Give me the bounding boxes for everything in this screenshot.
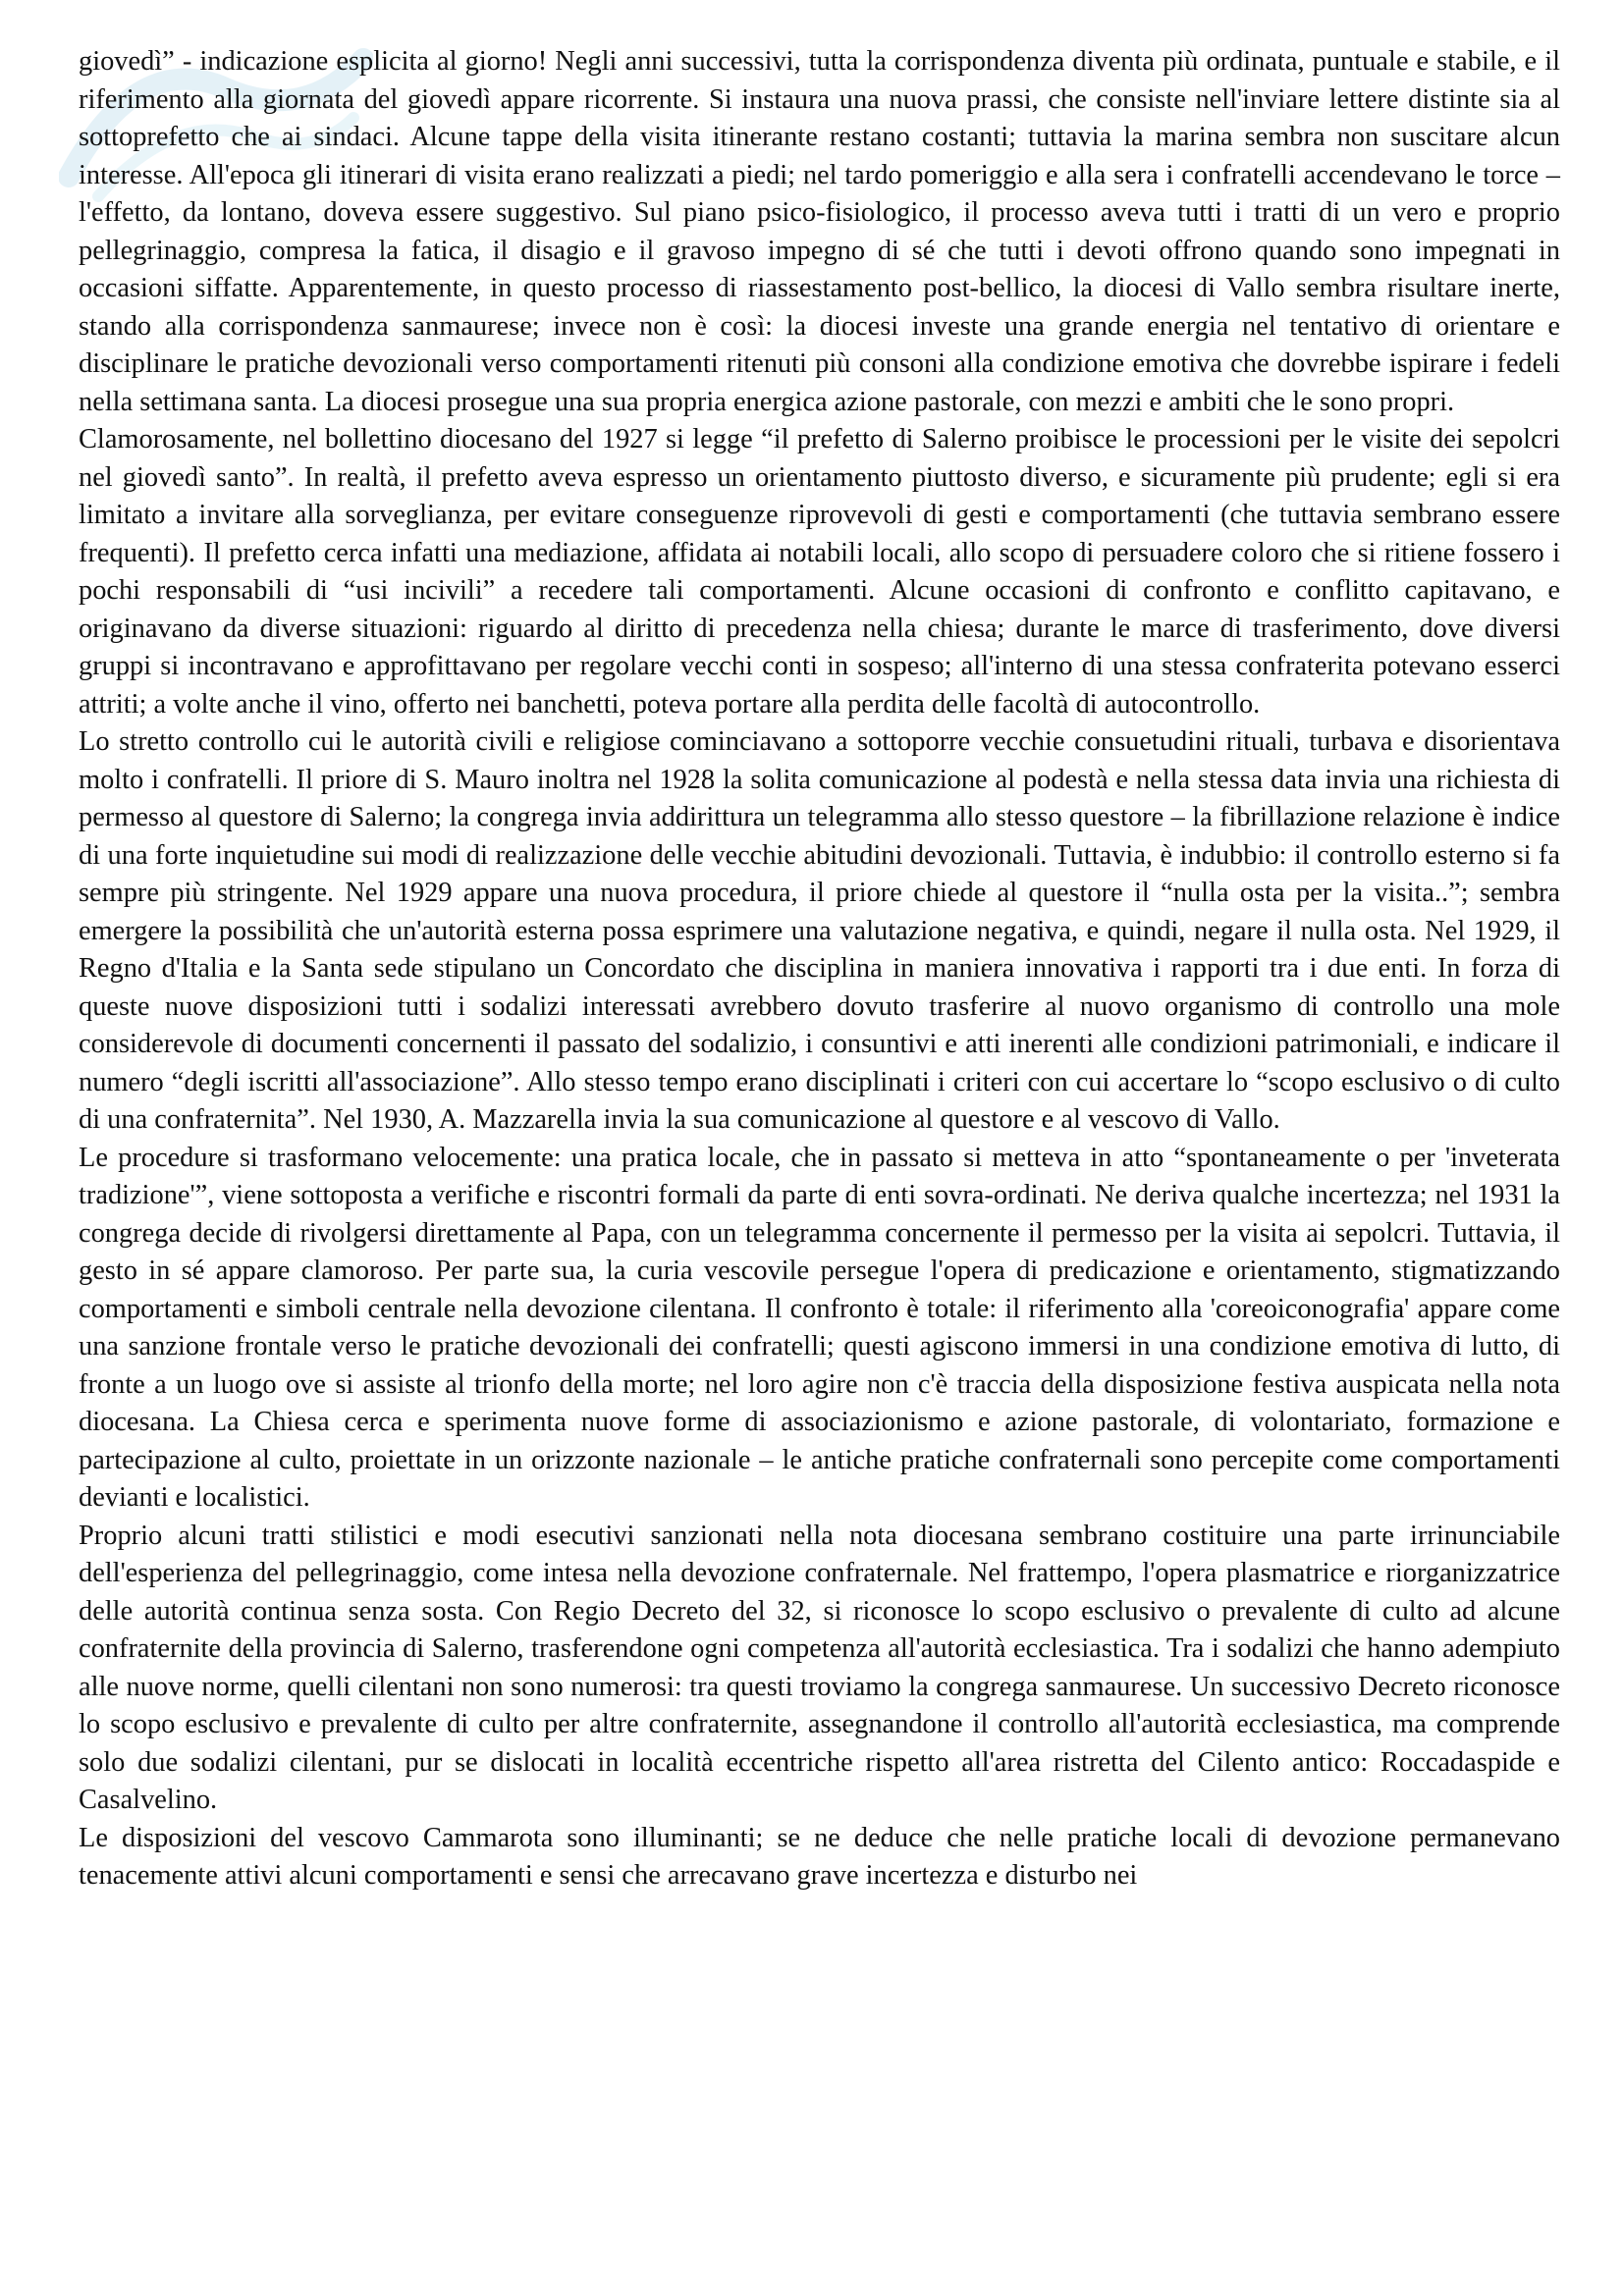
paragraph-5: Proprio alcuni tratti stilistici e modi esecutivi sanzionati nella nota diocesana sembrano costituire una parte irrinunciabile dell'esperienza del pellegrinaggio, come intesa nella devozione confraternale. Nel frattempo, l'opera plasmatrice e riorganizzatrice delle autorità continua senza sosta. Con Regio Decreto del 32, si riconosce lo scopo esclusivo o prevalente di culto ad alcune confraternite della provincia di Salerno, trasferendone ogni competenza all'autorità ecclesiastica. Tra i sodalizi che hanno adempiuto alle nuove norme, quelli cilentani non sono numerosi: tra questi troviamo la congrega sanmaurese. Un successivo Decreto riconosce lo scopo esclusivo e prevalente di culto per altre confraternite, assegnandone il controllo all'autorità ecclesiastica, ma comprende solo due sodalizi cilentani, pur se dislocati in località eccentriche rispetto all'area ristretta del Cilento antico: Roccadaspide e Casalvelino. <box>79 1520 1560 1815</box>
paragraph-4: Le procedure si trasformano velocemente: una pratica locale, che in passato si metteva in atto “spontaneamente o per 'inveterata tradizione'”, viene sottoposta a verifiche e riscontri formali da parte di enti sovra-ordinati. Ne deriva qualche incertezza; nel 1931 la congrega decide di rivolgersi direttamente al Papa, con un telegramma concernente il permesso per la visita ai sepolcri. Tuttavia, il gesto in sé appare clamoroso. Per parte sua, la curia vescovile persegue l'opera di predicazione e orientamento, stigmatizzando comportamenti e simboli centrale nella devozione cilentana. Il confronto è totale: il riferimento alla 'coreoiconografia' appare come una sanzione frontale verso le pratiche devozionali dei confratelli; questi agiscono immersi in una condizione emotiva di lutto, di fronte a un luogo ove si assiste al trionfo della morte; nel loro agire non c'è traccia della disposizione festiva auspicata nella nota diocesana. La Chiesa cerca e sperimenta nuove forme di associazionismo e azione pastorale, di volontariato, formazione e partecipazione al culto, proiettate in un orizzonte nazionale – le antiche pratiche confraternali sono percepite come comportamenti devianti e localistici. <box>79 1142 1560 1513</box>
paragraph-3: Lo stretto controllo cui le autorità civili e religiose cominciavano a sottoporre vecchie consuetudini rituali, turbava e disorientava molto i confratelli. Il priore di S. Mauro inoltra nel 1928 la solita comunicazione al podestà e nella stessa data invia una richiesta di permesso al questore di Salerno; la congrega invia addirittura un telegramma allo stesso questore – la fibrillazione relazione è indice di una forte inquietudine sui modi di realizzazione delle vecchie abitudini devozionali. Tuttavia, è indubbio: il controllo esterno si fa sempre più stringente. Nel 1929 appare una nuova procedura, il priore chiede al questore il “nulla osta per la visita..”; sembra emergere la possibilità che un'autorità esterna possa esprimere una valutazione negativa, e quindi, negare il nulla osta. Nel 1929, il Regno d'Italia e la Santa sede stipulano un Concordato che disciplina in maniera innovativa i rapporti tra i due enti. In forza di queste nuove disposizioni tutti i sodalizi interessati avrebbero dovuto trasferire al nuovo organismo di controllo una mole considerevole di documenti concernenti il passato del sodalizio, i consuntivi e atti inerenti alle condizioni patrimoniali, e indicare il numero “degli iscritti all'associazione”. Allo stesso tempo erano disciplinati i criteri con cui accertare lo “scopo esclusivo o di culto di una confraternita”. Nel 1930, A. Mazzarella invia la sua comunicazione al questore e al vescovo di Vallo. <box>79 726 1560 1135</box>
paragraph-1: giovedì” - indicazione esplicita al giorno! Negli anni successivi, tutta la corrispondenza diventa più ordinata, puntuale e stabile, e il riferimento alla giornata del giovedì appare ricorrente. Si instaura una nuova prassi, che consiste nell'inviare lettere distinte sia al sottoprefetto che ai sindaci. Alcune tappe della visita itinerante restano costanti; tuttavia la marina sembra non suscitare alcun interesse. All'epoca gli itinerari di visita erano realizzati a piedi; nel tardo pomeriggio e alla sera i confratelli accendevano le torce – l'effetto, da lontano, doveva essere suggestivo. Sul piano psico-fisiologico, il processo aveva tutti i tratti di un vero e proprio pellegrinaggio, compresa la fatica, il disagio e il gravoso impegno di sé che tutti i devoti offrono quando sono impegnati in occasioni siffatte. Apparentemente, in questo processo di riassestamento post-bellico, la diocesi di Vallo sembra risultare inerte, stando alla corrispondenza sanmaurese; invece non è così: la diocesi investe una grande energia nel tentativo di orientare e disciplinare le pratiche devozionali verso comportamenti ritenuti più consoni alla condizione emotiva che dovrebbe ispirare i fedeli nella settimana santa. La diocesi prosegue una sua propria energica azione pastorale, con mezzi e ambiti che le sono propri. <box>79 46 1560 417</box>
paragraph-2: Clamorosamente, nel bollettino diocesano del 1927 si legge “il prefetto di Salerno proibisce le processioni per le visite dei sepolcri nel giovedì santo”. In realtà, il prefetto aveva espresso un orientamento piuttosto diverso, e sicuramente più prudente; egli si era limitato a invitare alla sorveglianza, per evitare conseguenze riprovevoli di gesti e comportamenti (che tuttavia sembrano essere frequenti). Il prefetto cerca infatti una mediazione, affidata ai notabili locali, allo scopo di persuadere coloro che si ritiene fossero i pochi responsabili di “usi incivili” a recedere tali comportamenti. Alcune occasioni di confronto e conflitto capitavano, e originavano da diverse situazioni: riguardo al diritto di precedenza nella chiesa; durante le marce di trasferimento, dove diversi gruppi si incontravano e approfittavano per regolare vecchi conti in sospeso; all'interno di una stessa confraterita potevano esserci attriti; a volte anche il vino, offerto nei banchetti, poteva portare alla perdita delle facoltà di autocontrollo. <box>79 424 1560 720</box>
paragraph-6: Le disposizioni del vescovo Cammarota sono illuminanti; se ne deduce che nelle pratiche locali di devozione permanevano tenacemente attivi alcuni comportamenti e sensi che arrecavano grave incertezza e disturbo nei <box>79 1822 1560 1891</box>
document-body <box>79 43 1560 1896</box>
